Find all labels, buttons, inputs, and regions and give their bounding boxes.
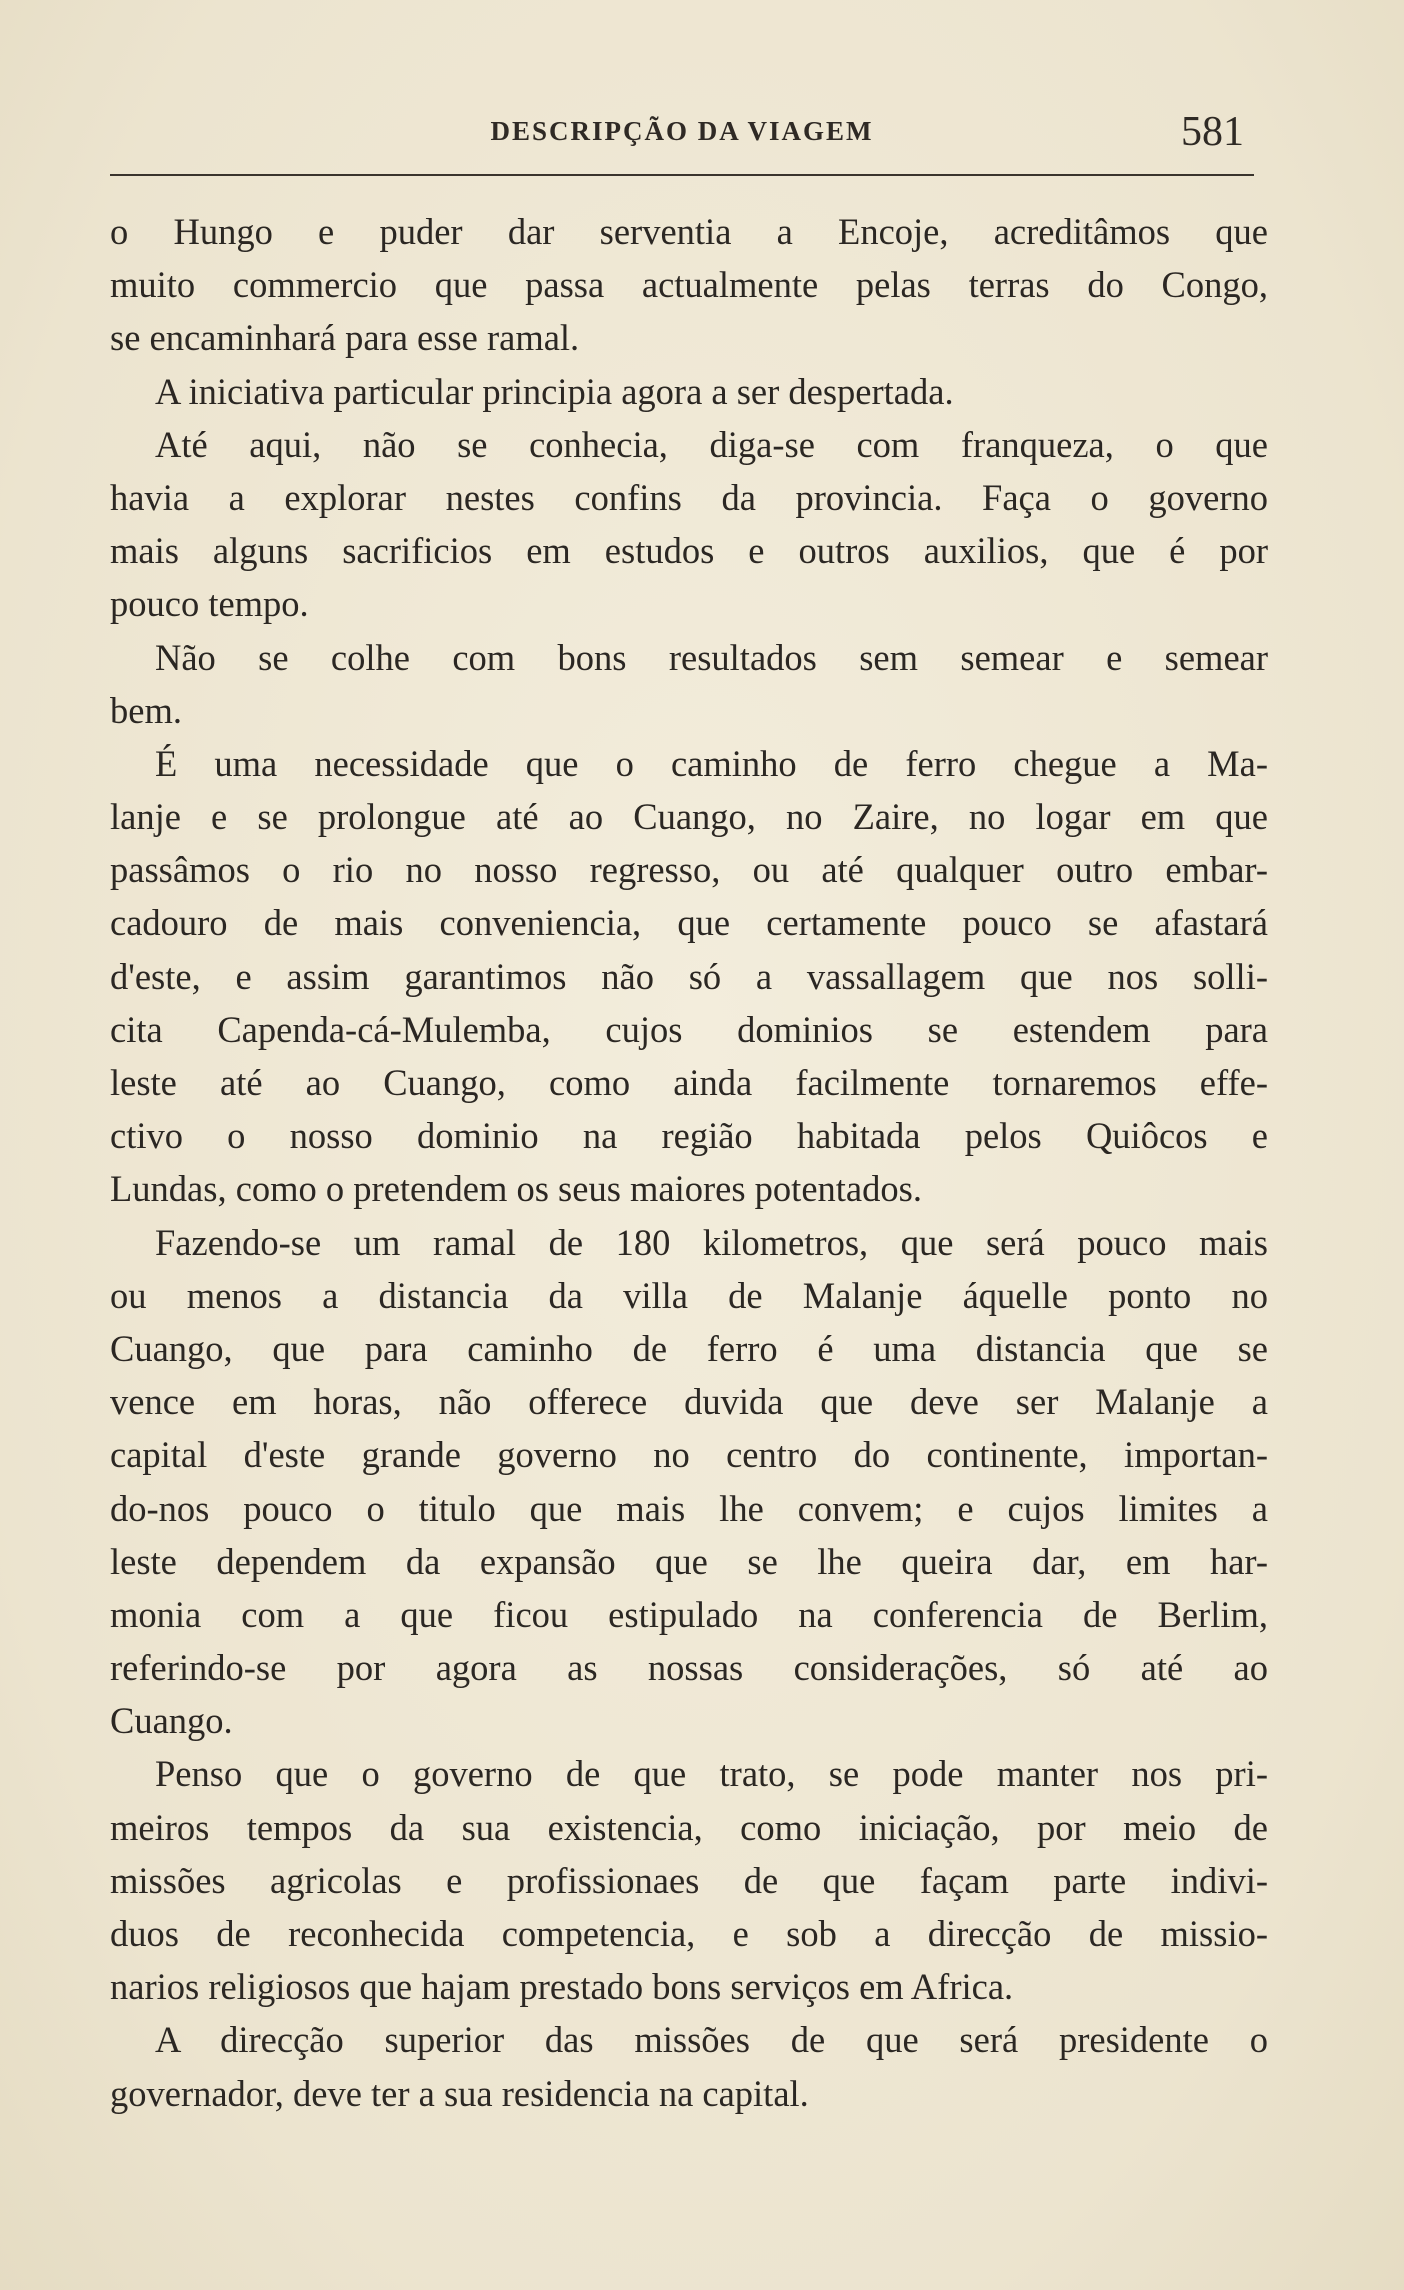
text-line: A iniciativa particular principia agora a ser despertada. [155, 370, 954, 412]
text-line: referindo-se por agora as nossas considerações, só até ao [110, 1647, 1268, 1689]
text-line: missões agricolas e profissionaes de que façam parte indivi- [110, 1859, 1268, 1901]
page-number: 581 [1181, 109, 1244, 155]
body-text [110, 205, 1268, 2120]
text-line: meiros tempos da sua existencia, como iniciação, por meio de [110, 1806, 1268, 1848]
text-line: narios religiosos que hajam prestado bons serviços em Africa. [110, 1966, 1014, 2008]
text-line: A direcção superior das missões de que será presidente o [155, 2019, 1268, 2061]
text-line: d'este, e assim garantimos não só a vassallagem que nos solli- [110, 955, 1268, 997]
text-line: monia com a que ficou estipulado na conferencia de Berlim, [110, 1593, 1268, 1635]
text-line: Não se colhe com bons resultados sem semear e semear [155, 636, 1268, 678]
text-line: duos de reconhecida competencia, e sob a direcção de missio- [110, 1913, 1268, 1954]
text-line: governador, deve ter a sua residencia na capital. [110, 2072, 809, 2114]
text-line: cita Capenda-cá-Mulemba, cujos dominios se estendem para [110, 1008, 1268, 1050]
text-line: bem. [110, 689, 182, 731]
running-head [110, 108, 1254, 155]
running-title: DESCRIPÇÃO DA VIAGEM [490, 116, 874, 146]
text-line: se encaminhará para esse ramal. [110, 317, 580, 359]
text-line: Cuango. [110, 1700, 233, 1742]
text-line: Penso que o governo de que trato, se pode manter nos pri- [155, 1753, 1268, 1795]
text-line: leste dependem da expansão que se lhe queira dar, em har- [110, 1540, 1268, 1582]
text-line: vence em horas, não offerece duvida que deve ser Malanje a [110, 1381, 1268, 1423]
text-line: Fazendo-se um ramal de 180 kilometros, que será pouco mais [155, 1221, 1268, 1263]
text-line: É uma necessidade que o caminho de ferro chegue a Ma- [155, 742, 1268, 784]
text-line: lanje e se prolongue até ao Cuango, no Zaire, no logar em que [110, 796, 1268, 838]
text-line: Cuango, que para caminho de ferro é uma distancia que se [110, 1327, 1268, 1369]
text-line: leste até ao Cuango, como ainda facilmente tornaremos effe- [110, 1062, 1268, 1103]
header-rule [110, 174, 1254, 176]
text-line: ou menos a distancia da villa de Malanje áquelle ponto no [110, 1274, 1268, 1316]
text-line: Até aqui, não se conhecia, diga-se com franqueza, o que [155, 423, 1268, 465]
text-line: cadouro de mais conveniencia, que certamente pouco se afastará [110, 902, 1268, 944]
text-line: capital d'este grande governo no centro do continente, importan- [110, 1434, 1268, 1476]
text-line: havia a explorar nestes confins da provincia. Faça o governo [110, 476, 1268, 518]
text-line: mais alguns sacrificios em estudos e outros auxilios, que é por [110, 530, 1268, 572]
text-line: o Hungo e puder dar serventia a Encoje, acreditâmos que [110, 211, 1268, 252]
text-line: passâmos o rio no nosso regresso, ou até qualquer outro embar- [110, 849, 1268, 891]
text-line: Lundas, como o pretendem os seus maiores potentados. [110, 1168, 922, 1210]
text-line: muito commercio que passa actualmente pelas terras do Congo, [110, 264, 1268, 306]
text-line: pouco tempo. [110, 583, 309, 625]
text-line: ctivo o nosso dominio na região habitada pelos Quiôcos e [110, 1115, 1268, 1157]
text-line: do-nos pouco o titulo que mais lhe convem; e cujos limites a [110, 1487, 1268, 1529]
